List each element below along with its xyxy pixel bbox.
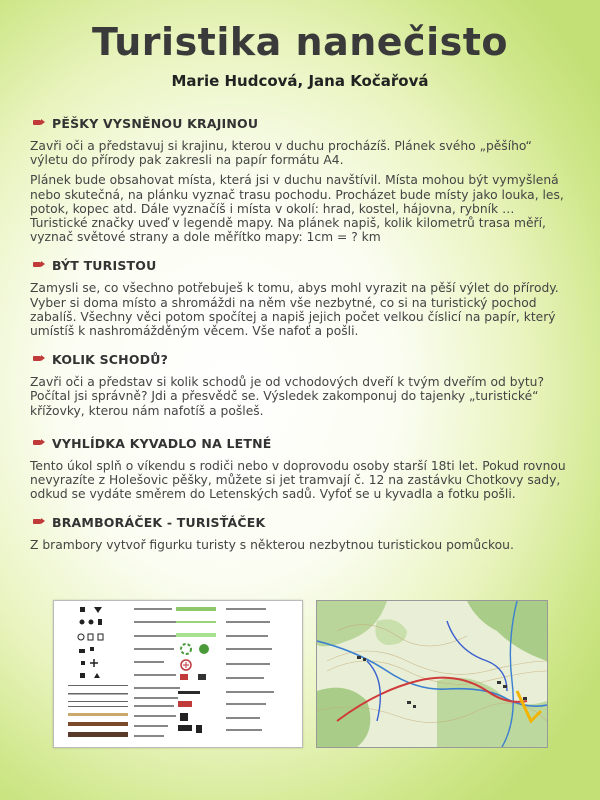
- paragraph: Tento úkol splň o víkendu s rodiči nebo v doprovodu osoby starší 18ti let. Pokud rovnou nevyrazíte z Holešovic pěšky, můžete si jet tramvají č. 12 na zastávku Chotkovy sady, odkud se vydáte směrem do Letenských sadů. Vyfoť se u kyvadla a fotku pošli.: [30, 458, 566, 502]
- paragraph: Zavři oči a představuj si krajinu, kterou v duchu procházíš. Plánek svého „pěšího“ výletu do přírody pak zakresli na papír formátu A4.: [30, 139, 532, 168]
- arrow-bullet-icon: [33, 440, 41, 445]
- authors: Marie Hudcová, Jana Kočařová: [171, 72, 429, 90]
- section-byt-turistou: [30, 258, 570, 338]
- section-heading: [30, 352, 570, 367]
- paragraph: Zavři oči a představ si kolik schodů je od vchodových dveří k tvým dveřím od bytu? Počítal jsi správně? Jdi a přesvědč se. Výsledek zakomponuj do tajenky „turistické“ křížovky, kterou nám nafotíš a pošleš.: [30, 375, 545, 418]
- content: [30, 116, 570, 567]
- page-title: Turistika nanečisto: [92, 20, 508, 64]
- section-bramboracek: [30, 515, 570, 552]
- paragraph: Z brambory vytvoř figurku turisty s některou nezbytnou turistickou pomůckou.: [30, 538, 514, 553]
- section-heading-label: PĚŠKY VYSNĚNOU KRAJINOU: [52, 116, 259, 131]
- map-legend-graphic: [54, 601, 302, 747]
- section-heading: [30, 515, 570, 530]
- section-heading-label: BRAMBORÁČEK - TURISŤÁČEK: [52, 515, 266, 531]
- section-heading: [30, 436, 570, 451]
- section-kolik-schodu: [30, 352, 570, 418]
- section-heading-label: BÝT TURISTOU: [52, 258, 157, 274]
- paragraph: Zamysli se, co všechno potřebuješ k tomu, abys mohl vyrazit na pěší výlet do přírody. Vyber si doma místo a shromáždi na něm vše nezbytné, co si na turistický pochod zabalíš. Všechny věci potom spočítej a napiš jejich počet velkou číslicí na papír, který umístíš k nashromážděným věcem. Vše nafoť a pošli.: [30, 281, 559, 339]
- section-vyhlidka: [30, 436, 570, 502]
- tourist-map-image: [316, 600, 548, 748]
- map-legend-image: [53, 600, 303, 748]
- arrow-bullet-icon: [33, 356, 41, 361]
- arrow-bullet-icon: [33, 519, 41, 524]
- arrow-bullet-icon: [33, 262, 41, 267]
- tourist-map-graphic: [317, 601, 547, 747]
- arrow-bullet-icon: [33, 120, 41, 125]
- paragraph: Plánek bude obsahovat místa, která jsi v duchu navštívil. Místa mohou být vymyšlená nebo skutečná, na plánku vyznač trasu pochodu. Procházet bude místy jako louka, les, potok, kopec atd. Dále vyznačíš i místa v okolí: hrad, kostel, hájovna, rybník … Turistické značky uveď v legendě mapy. Na plánek napiš, kolik kilometrů trasa měří, vyznač světové strany a dole měřítko mapy: 1cm = ? km: [30, 173, 564, 245]
- section-heading: [30, 258, 570, 273]
- section-heading: [30, 116, 570, 131]
- section-pesky: [30, 116, 570, 244]
- section-heading-label: VYHLÍDKA KYVADLO NA LETNÉ: [52, 435, 272, 451]
- section-heading-label: KOLIK SCHODŮ?: [52, 352, 169, 368]
